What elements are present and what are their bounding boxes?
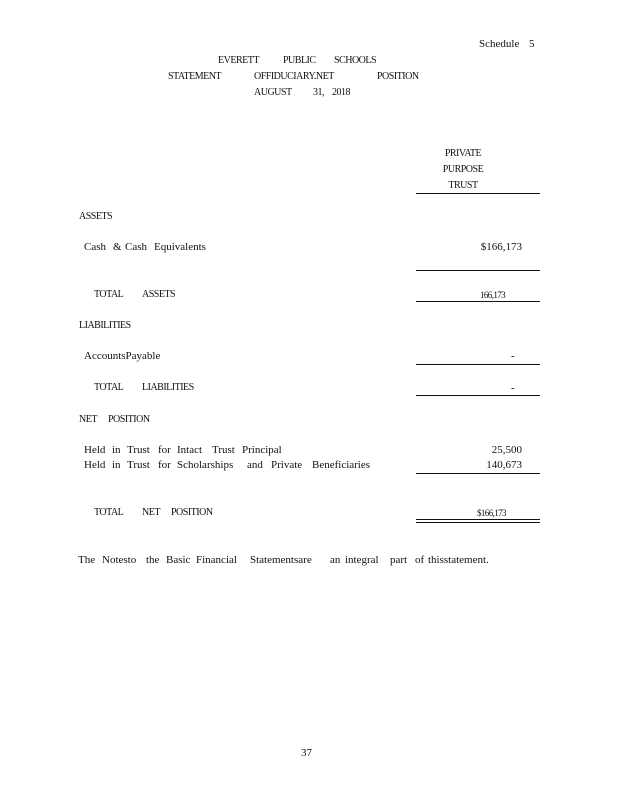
scholarships-label-word: for (158, 459, 171, 471)
principal-label-word: Held (84, 444, 106, 456)
cash-label-word: & (113, 241, 122, 253)
net-position-heading-word: POSITION (108, 414, 150, 425)
scholarships-label-word: Trust (127, 459, 150, 471)
cash-rule (416, 270, 540, 271)
total-net-position-word: TOTAL (94, 507, 124, 518)
principal-label-word: for (158, 444, 171, 456)
footnote-word: an (330, 554, 341, 566)
principal-label-word: Trust (212, 444, 235, 456)
footnote-word: Notesto (102, 554, 137, 566)
scholarships-label-word: Scholarships (177, 459, 234, 471)
total-liabilities-word: TOTAL (94, 382, 124, 393)
footnote-word: of (415, 554, 425, 566)
footnote-word: the (146, 554, 160, 566)
date-word: AUGUST (254, 87, 292, 98)
cash-label-word: Equivalents (154, 241, 206, 253)
footnote-word: Financial (196, 554, 237, 566)
principal-label-word: Principal (242, 444, 282, 456)
title-word: SCHOOLS (334, 55, 377, 66)
total-net-position-value: $166,173 (477, 508, 506, 518)
total-assets-word: TOTAL (94, 289, 124, 300)
subtitle-word: POSITION (377, 71, 419, 82)
accounts-payable-rule (416, 364, 540, 365)
total-liabilities-word: LIABILITIES (142, 382, 194, 393)
footnote-word: part (390, 554, 408, 566)
schedule-label: Schedule (479, 38, 520, 50)
principal-label-word: in (112, 444, 121, 456)
scholarships-rule (416, 473, 540, 474)
accounts-payable-value: - (511, 350, 515, 362)
scholarships-value: 140,673 (486, 459, 522, 471)
column-header-line: PRIVATE (444, 148, 482, 159)
accounts-payable-label: AccountsPayable (84, 350, 161, 362)
column-header-line: TRUST (448, 180, 478, 191)
date-word: 31, (313, 87, 324, 98)
title-word: PUBLIC (283, 55, 316, 66)
total-net-position-word: NET (142, 507, 160, 518)
principal-label-word: Trust (127, 444, 150, 456)
footnote-word: Statementsare (250, 554, 312, 566)
scholarships-label-word: Private (271, 459, 303, 471)
scholarships-label-word: Held (84, 459, 106, 471)
cash-label-word: Cash (125, 241, 147, 253)
footnote-word: The (78, 554, 96, 566)
subtitle-word: OFFIDUCIARY.NET (254, 71, 334, 82)
total-net-position-word: POSITION (171, 507, 213, 518)
principal-label-word: Intact (177, 444, 203, 456)
total-net-position-double-rule (416, 522, 540, 523)
total-assets-word: ASSETS (142, 289, 176, 300)
footnote-word: thisstatement. (428, 554, 489, 566)
total-liabilities-rule (416, 395, 540, 396)
column-header-line: PURPOSE (442, 164, 484, 175)
subtitle-word: STATEMENT (168, 71, 222, 82)
schedule-number: 5 (529, 38, 535, 50)
date-word: 2018 (332, 87, 350, 98)
cash-value: $166,173 (480, 241, 522, 253)
net-position-heading-word: NET (79, 414, 97, 425)
total-liabilities-value: - (511, 382, 515, 394)
page-number: 37 (301, 747, 312, 759)
column-header-rule (416, 193, 540, 194)
title-word: EVERETT (218, 55, 259, 66)
footnote-word: integral (345, 554, 379, 566)
scholarships-label-word: Beneficiaries (312, 459, 371, 471)
assets-heading: ASSETS (79, 211, 113, 222)
scholarships-label-word: and (247, 459, 263, 471)
scholarships-label-word: in (112, 459, 121, 471)
total-assets-value: 166,173 (480, 290, 506, 300)
principal-value: 25,500 (491, 444, 522, 456)
total-net-position-rule (416, 519, 540, 520)
liabilities-heading: LIABILITIES (79, 320, 131, 331)
cash-label-word: Cash (84, 241, 106, 253)
footnote-word: Basic (166, 554, 191, 566)
total-assets-rule (416, 301, 540, 302)
